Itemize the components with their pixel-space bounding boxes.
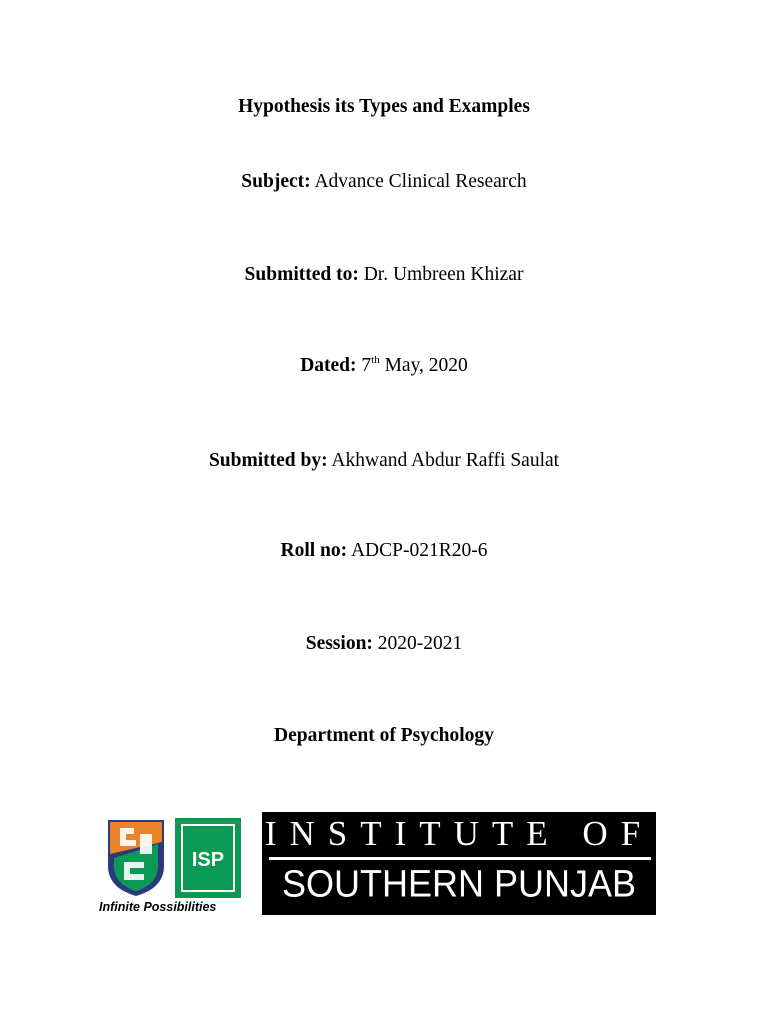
roll-no-value: ADCP-021R20-6: [350, 540, 488, 561]
institute-name-line2: SOUTHERN PUNJAB: [281, 861, 637, 905]
logo-emblem-area: [99, 812, 262, 915]
logo-tagline: Infinite Possibilities: [99, 900, 217, 914]
institute-name-line1: INSTITUTE OF: [264, 814, 654, 853]
isp-logo-border: [181, 824, 235, 892]
dated-rest: May, 2020: [384, 355, 468, 376]
session-label: Session:: [305, 633, 373, 654]
dated-line: [0, 354, 768, 380]
isp-abbreviation: ISP: [191, 849, 225, 871]
submitted-to-line: [0, 263, 768, 287]
subject-value: Advance Clinical Research: [314, 171, 527, 192]
roll-no-line: [0, 539, 768, 563]
submitted-by-line: [0, 449, 768, 473]
subject-line: [0, 170, 768, 194]
dated-suffix: th: [371, 354, 380, 366]
department-name: Department of Psychology: [274, 725, 494, 746]
document-title: Hypothesis its Types and Examples: [238, 96, 530, 117]
shield-emblem-icon: [102, 814, 170, 899]
institute-logo-banner: [99, 812, 656, 915]
dated-label: Dated:: [300, 355, 357, 376]
session-value: 2020-2021: [377, 633, 463, 654]
submitted-to-label: Submitted to:: [244, 264, 359, 285]
submitted-to-value: Dr. Umbreen Khizar: [363, 264, 524, 285]
logo-divider: [269, 857, 651, 860]
submitted-by-label: Submitted by:: [208, 450, 328, 471]
roll-no-label: Roll no:: [280, 540, 348, 561]
session-line: [0, 632, 768, 656]
dated-day: 7: [361, 355, 372, 376]
subject-label: Subject:: [241, 171, 311, 192]
submitted-by-value: Akhwand Abdur Raffi Saulat: [331, 450, 560, 471]
isp-logo-square: [175, 818, 241, 898]
